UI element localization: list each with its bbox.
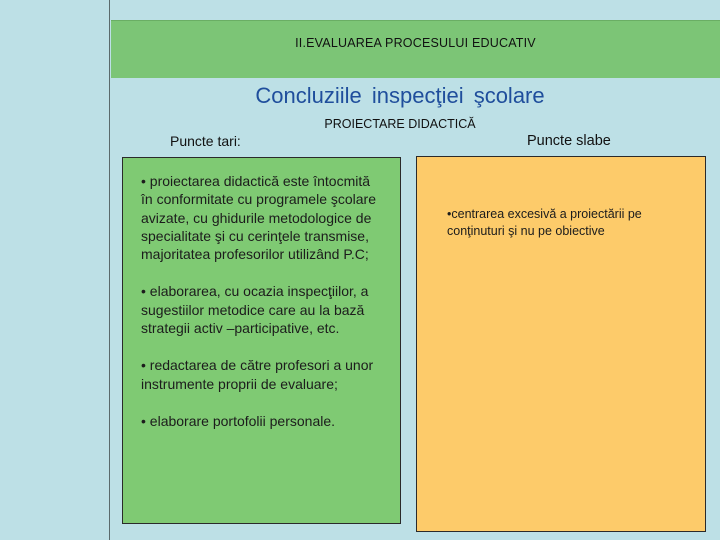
strength-item: • proiectarea didactică este întocmită în conformitate cu programele şcolare avizate, cu ghidurile metodologice de specialitate şi cu cerinţele transmise, majoritatea profesorilor utilizând P.C; — [141, 173, 376, 263]
strength-item: • elaborare portofolii personale. — [141, 412, 336, 429]
weaknesses-list — [447, 206, 687, 239]
strengths-label: Puncte tari: — [170, 133, 241, 149]
strength-item: • redactarea de către profesori a unor instrumente proprii de evaluare; — [141, 357, 374, 392]
strengths-list — [141, 172, 381, 430]
strength-item: • elaborarea, cu ocazia inspecţiilor, a sugestiilor metodice care au la bază strategii activ –participative, etc. — [141, 283, 369, 337]
banner-title: II.EVALUAREA PROCESULUI EDUCATIV — [295, 36, 536, 50]
slide-subheading: PROIECTARE DIDACTICĂ — [324, 117, 476, 131]
vertical-divider-line — [109, 0, 110, 540]
weaknesses-label: Puncte slabe — [527, 133, 611, 149]
slide-heading: Concluziile inspecţiei şcolare — [255, 83, 545, 108]
weakness-item: •centrarea excesivă a proiectării pe conţinuturi şi nu pe obiective — [447, 207, 642, 238]
